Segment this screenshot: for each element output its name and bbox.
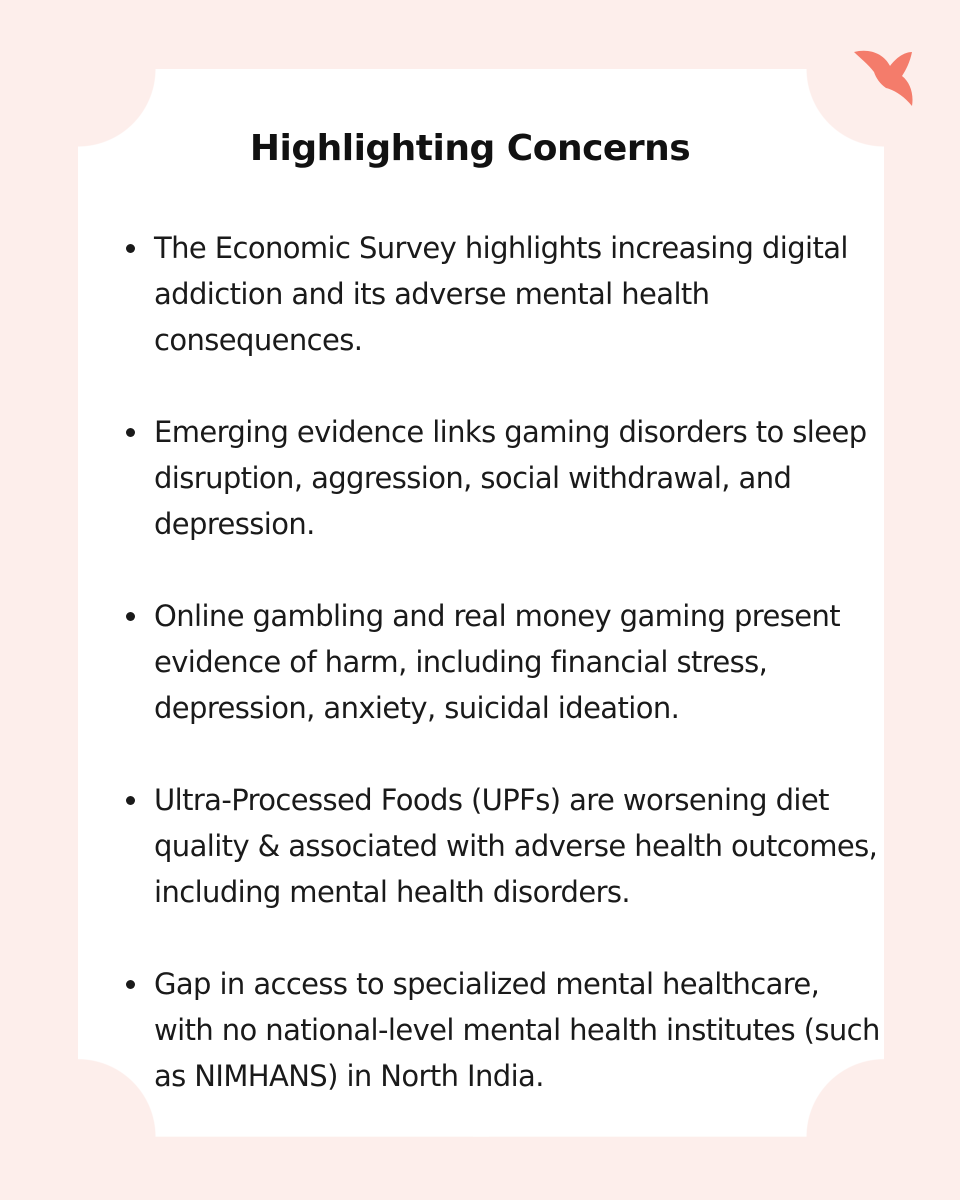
bullet-dot-icon (126, 244, 135, 253)
bullet-text: Gap in access to specialized mental healthcare, with no national-level mental health institutes (such as NIMHANS) in North India. (154, 967, 880, 1093)
list-item (124, 961, 884, 1099)
list-item (124, 777, 884, 915)
bullet-dot-icon (126, 796, 135, 805)
list-item (124, 409, 884, 547)
list-item (124, 593, 884, 731)
bullet-dot-icon (126, 612, 135, 621)
bullet-dot-icon (126, 428, 135, 437)
bullet-text: Emerging evidence links gaming disorders to sleep disruption, aggression, social withdrawal, and depression. (154, 415, 867, 541)
concerns-list (124, 225, 884, 1099)
list-item (124, 225, 884, 363)
bullet-text: The Economic Survey highlights increasing digital addiction and its adverse mental health consequences. (154, 231, 848, 357)
bird-logo-icon (850, 44, 916, 110)
bullet-dot-icon (126, 980, 135, 989)
page-title: Highlighting Concerns (249, 128, 691, 169)
bullet-text: Online gambling and real money gaming present evidence of harm, including financial stress, depression, anxiety, suicidal ideation. (154, 599, 840, 725)
bullet-text: Ultra-Processed Foods (UPFs) are worsening diet quality & associated with adverse health outcomes, including mental health disorders. (154, 783, 878, 909)
